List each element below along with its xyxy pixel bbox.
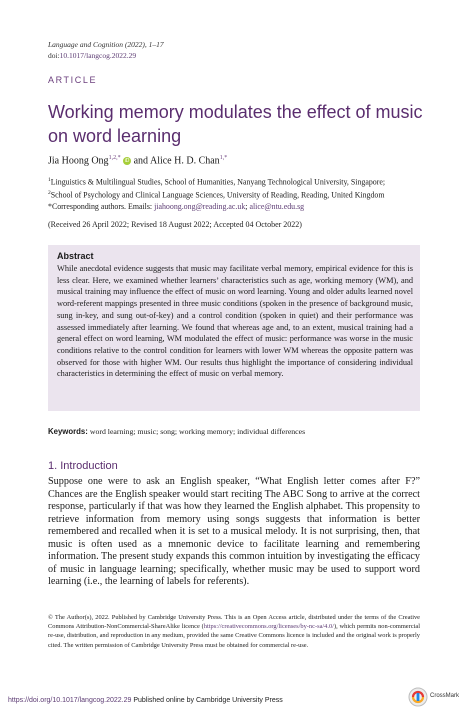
keywords: [48, 427, 438, 436]
crossmark-icon: [408, 687, 428, 707]
affiliation-item: [48, 188, 438, 201]
abstract-text: While anecdotal evidence suggests that music may facilitate verbal memory, empirical evidence for this is less clear. Here, we examined whether learners’ characteristics such as age, working memory (WM), and musical training may influence the effect of music on word learning. Young and older adults learned novel word-referent mappings presented in three music conditions (spoken in the presence of background music, sung in-key, and sung out-of-key) and a control condition (spoken in quiet) and their performance was assessed immediately after learning. We found that whereas age and, to an extent, musical training had a general effect on word learning, WM modulated the effect of music: performance was worse in the music conditions relative to the control condition for learners with lower WM whereas the opposite pattern was observed for those with higher WM. Our results thus highlight the importance of considering individual characteristics in determining the effect of music on verbal memory.: [57, 264, 413, 379]
email-link[interactable]: jiahoong.ong@reading.ac.uk: [154, 202, 246, 212]
keywords-label: Keywords:: [48, 427, 88, 436]
corresponding-authors: [48, 201, 438, 213]
author-name: Alice H. D. Chan: [149, 155, 220, 167]
crossmark-label: CrossMark: [430, 693, 460, 699]
crossmark-badge[interactable]: [408, 686, 468, 706]
journal-citation: Language and Cognition (2022), 1–17: [48, 40, 164, 49]
copyright-text: © The Author(s), 2022. Published by Cambridge University Press. This is an Open Access article, distributed under the terms of the Creative Commons Attribution-NonCommercial-ShareAlike licence (: [48, 614, 420, 631]
affiliation-text: School of Psychology and Clinical Language Sciences, University of Reading, Reading, United Kingdom: [50, 190, 385, 200]
orcid-icon[interactable]: iD: [124, 158, 130, 165]
introduction-paragraph: Suppose one were to ask an English speaker, “What English letter comes after F?” Chances are the English speaker would start reciting The ABC Song to arrive at the correct response, particularly if that was how they learned the English alphabet. This propensity to retrieve information from memory using songs suggests that information is better remembered and recalled when it is set to a musical melody. It is not surprising, then, that music is often used as a mnemonic device to facilitate learning and remembering information. The present study expands this common intuition by investigating the efficacy of music in language learning; specifically, whether music may be used to support word learning (i.e., the learning of labels for referents).: [48, 476, 420, 588]
affiliations: [48, 175, 438, 213]
author-affiliation-marker: 1,2,*: [108, 155, 121, 161]
author-conjunction: and: [133, 155, 149, 167]
affiliation-item: [48, 175, 438, 188]
footer-doi-link[interactable]: https://doi.org/10.1017/langcog.2022.29: [8, 697, 132, 704]
copyright-text: ), which permits non-commercial re-use, distribution, and reproduction in any medium, provided the same Creative Commons licence is included and the original work is properly cited. The written permission of Cambridge University Press must be obtained for commercial re-use.: [48, 623, 420, 649]
affiliation-text: Linguistics & Multilingual Studies, School of Humanities, Nanyang Technological University, Singapore;: [50, 177, 386, 187]
author-affiliation-marker: 1,*: [219, 155, 228, 161]
doi-link[interactable]: 10.1017/langcog.2022.29: [59, 51, 137, 60]
abstract-heading: Abstract: [57, 251, 94, 261]
section-heading: 1. Introduction: [48, 460, 118, 472]
doi-prefix: doi:: [48, 51, 60, 60]
affiliation-marker: 2: [48, 190, 51, 197]
doi-line: [48, 51, 136, 60]
received-dates: (Received 26 April 2022; Revised 18 August 2022; Accepted 04 October 2022): [48, 220, 302, 229]
author-name: Jia Hoong Ong: [48, 155, 109, 167]
keywords-text: word learning; music; song; working memory; individual differences: [89, 427, 306, 436]
footer-text: Published online by Cambridge University Press: [131, 697, 283, 704]
email-separator: ;: [245, 202, 248, 212]
affiliation-marker: 1: [48, 177, 51, 183]
article-type-label: ARTICLE: [48, 75, 98, 85]
copyright-notice: [48, 613, 420, 650]
corresponding-label: *Corresponding authors. Emails:: [48, 202, 153, 212]
article-title: Working memory modulates the effect of music on word learning: [48, 102, 423, 146]
author-list: [48, 155, 227, 166]
email-link[interactable]: alice@ntu.edu.sg: [249, 202, 305, 212]
license-link[interactable]: https://creativecommons.org/licenses/by-nc-sa/4.0/: [203, 623, 334, 631]
footer: [8, 697, 283, 704]
